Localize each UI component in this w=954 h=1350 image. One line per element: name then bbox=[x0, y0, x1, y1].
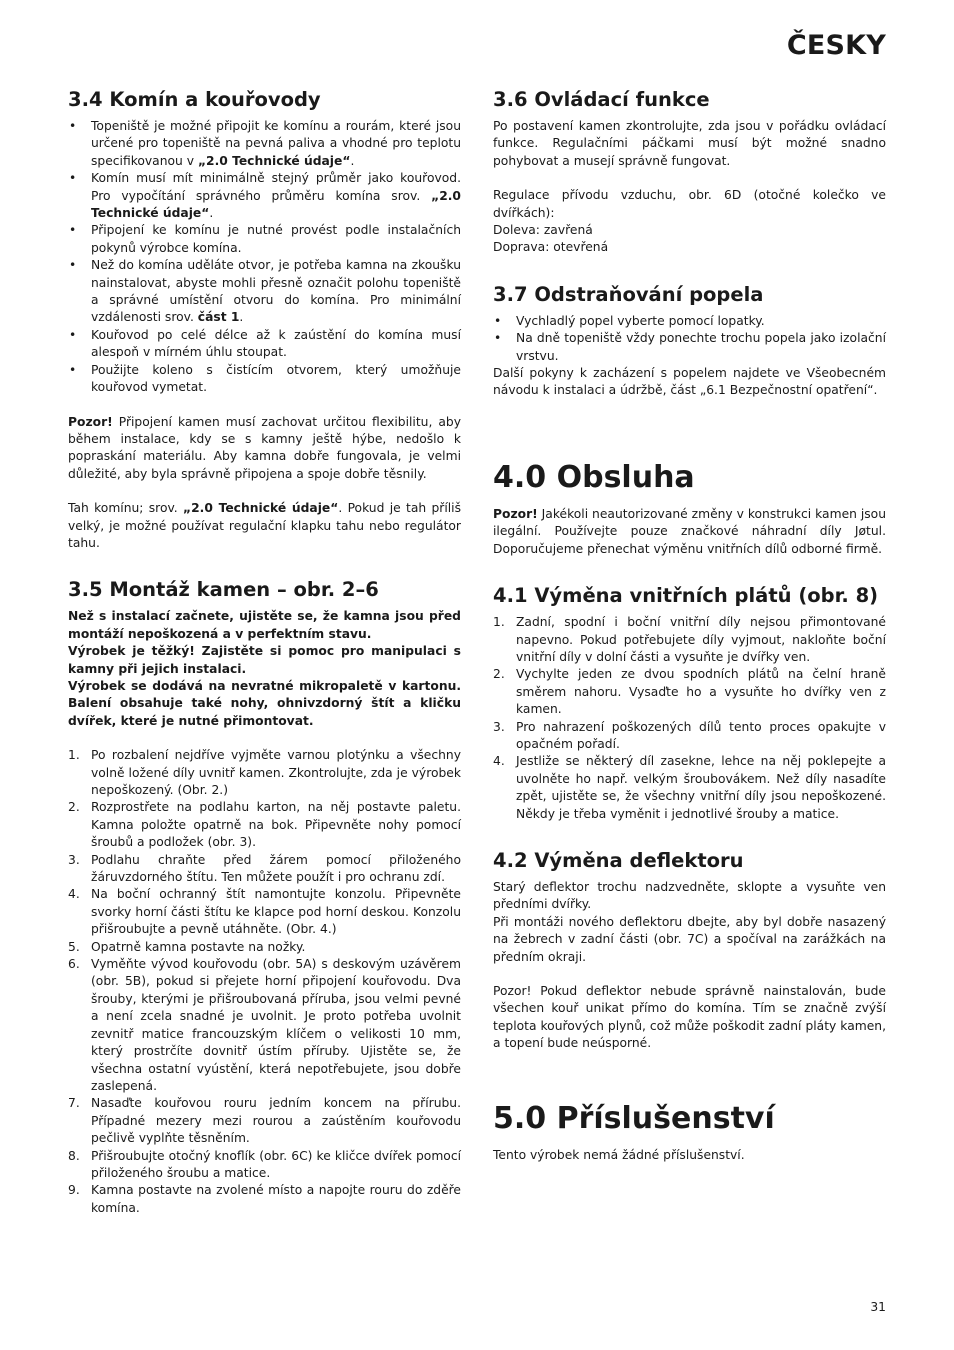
steps-list bbox=[493, 614, 886, 823]
list-item: 3. Pro nahrazení poškozených dílů tento proces opakujte v opačném pořadí. bbox=[493, 719, 886, 751]
section-title: 3.7 Odstraňování popela bbox=[493, 282, 764, 306]
warning-paragraph: Pozor! Připojení kamen musí zachovat určitou flexibilitu, aby během instalace, kdy se s kamny ještě hýbe, nedošlo k popraskání materiálu. Aby kamna dobře fungovala, je velmi důležité, aby byla správně připojena a spoje dobře těsnily. bbox=[68, 414, 461, 481]
list-item: • Topeniště je možné připojit ke komínu a rourám, které jsou určené pro topeniště na pevná paliva a vhodné pro teplotu specifikovanou v „2.0 Technické údaje“. bbox=[68, 118, 461, 170]
list-item: 5. Opatrně kamna postavte na nožky. bbox=[68, 939, 306, 954]
list-item: 9. Kamna postavte na zvolené místo a napojte rouru do zděře komína. bbox=[68, 1183, 461, 1215]
list-item: • Použijte koleno s čistícím otvorem, který umožňuje kouřovod vymetat. bbox=[68, 362, 461, 397]
bold-note: Výrobek se dodává na nevratné mikropaletě v kartonu. Balení obsahuje také nohy, ohnivzdorný štít a kličku dvířek, které je nutné přimontovat. bbox=[68, 678, 461, 728]
left-column bbox=[68, 88, 461, 1217]
paragraph: Pozor! Pokud deflektor nebude správně nainstalován, bude všechen kouř unikat přímo do komína. Tím se značně zvýší teplota kouřových plynů, což může poškodit zadní pláty kamen, a topení bude neúsporné. bbox=[493, 984, 886, 1051]
paragraph: Další pokyny k zacházení s popelem najdete ve Všeobecném návodu k instalaci a údržbě, část „6.1 Bezpečnostní opatření“. bbox=[493, 366, 886, 398]
section-4-2 bbox=[493, 849, 886, 1053]
paragraph: Po postavení kamen zkontrolujte, zda jsou v pořádku ovládací funkce. Regulačními páčkami musí být možné snadno pohybovat a musejí správně fungovat. bbox=[493, 119, 886, 168]
list-item: 7. Nasaďte kouřovou rouru jedním koncem na přírubu. Případné mezery mezi rourou a zaústěním kouřovodu pečlivě vyplňte těsněním. bbox=[68, 1096, 461, 1146]
warning-paragraph: Pozor! Jakékoli neautorizované změny v konstrukci kamen jsou ilegální. Používejte pouze značkové náhradní díly Jøtul. Doporučujeme přenechat výměnu vnitřních dílů odborné firmě. bbox=[493, 506, 886, 556]
section-3-5 bbox=[68, 578, 461, 1217]
bullet-list bbox=[493, 313, 886, 365]
list-item: 4. Jestliže se některý díl zasekne, lehce na něj poklepejte a uvolněte ho např. velkým šroubovákem. Než díly nasadíte zpět, ujistěte se, že všechny vnitřní díly jsou nepoškozené. Někdy je třeba vyměnit i jednotlivé šrouby a matice. bbox=[493, 754, 886, 821]
section-3-6 bbox=[493, 88, 886, 257]
bold-note: Výrobek je těžký! Zajistěte si pomoc pro manipulaci s kamny při jejich instalaci. bbox=[68, 644, 461, 676]
list-item: 3. Podlahu chraňte před žárem pomocí přiloženého žáruvzdorného štítu. Ten můžete použít i pro ochranu zdí. bbox=[68, 852, 461, 885]
bold-note: Než s instalací začnete, ujistěte se, že kamna jsou před montáží nepoškozená a v perfektním stavu. bbox=[68, 609, 461, 641]
list-item: 1. Po rozbalení nejdříve vyjměte varnou plotýnku a všechny volně ložené díly uvnitř kamen. Zkontrolujte, zda je výrobek nepoškozený. (Obr. 2.) bbox=[68, 748, 461, 797]
list-item: 2. Vychylte jeden ze dvou spodních plátů na čelní hraně směrem nahoru. Vysaďte ho a vysuňte ho dvířky ven z kamen. bbox=[493, 667, 886, 717]
section-4-0 bbox=[493, 460, 886, 558]
right-column bbox=[493, 88, 886, 1164]
list-item: 6. Vyměňte vývod kouřovodu (obr. 5A) s deskovým uzávěrem (obr. 5B), pokud si přejete horní připojení kouřovodu. Dva šrouby, kterými je přišroubovaná příruba, jsou velmi pevné a není zcela snadné je uvolnit. Je proto potřeba uvolnit zevnitř matice francouzským klíčem o velikosti 10 mm, který prostrčíte dovnitř ústím příruby. Ujistěte se, že všechna ostatní vyústění, která nepotřebujete, jsou dobře zaslepená. bbox=[68, 957, 461, 1093]
list-item: 4. Na boční ochranný štít namontujte konzolu. Připevněte svorky horní části štítu ke klapce pod horní deskou. Konzolu přišroubujte a pevně utáhněte. (Obr. 4.) bbox=[68, 887, 461, 937]
list-item: • Na dně topeniště vždy ponechte trochu popela jako izolační vrstvu. bbox=[493, 330, 886, 365]
section-3-4 bbox=[68, 88, 461, 552]
list-item: 1. Zadní, spodní i boční vnitřní díly nejsou přimontované napevno. Pokud potřebujete díly vyjmout, nakloňte boční vnitřní díly v dolní části a vysuňte je dvířky ven. bbox=[493, 615, 886, 664]
language-label: ČESKY bbox=[786, 30, 886, 61]
list-item: • Než do komína uděláte otvor, je potřeba kamna na zkoušku nainstalovat, abyste mohli přesně označit polohu topeniště a správné umístění otvoru do komína. Pro minimální vzdálenosti srov. část 1. bbox=[68, 257, 461, 327]
paragraph: Doprava: otevřená bbox=[493, 240, 609, 255]
section-title: 4.1 Výměna vnitřních plátů (obr. 8) bbox=[493, 584, 879, 608]
section-title: 3.5 Montáž kamen – obr. 2–6 bbox=[68, 578, 379, 602]
paragraph: Doleva: zavřená bbox=[493, 223, 593, 238]
list-item: • Komín musí mít minimálně stejný průměr jako kouřovod. Pro vypočítání správného průměru komína srov. „2.0 Technické údaje“. bbox=[68, 170, 461, 222]
draft-paragraph: Tah komínu; srov. „2.0 Technické údaje“. Pokud je tah příliš velký, je možné používat regulační klapku tahu nebo regulátor tahu. bbox=[68, 501, 461, 550]
page-number: 31 bbox=[870, 1300, 886, 1314]
section-3-7 bbox=[493, 283, 886, 400]
steps-list bbox=[68, 747, 461, 1217]
list-item: • Vychladlý popel vyberte pomocí lopatky. bbox=[493, 313, 886, 330]
list-item: • Kouřovod po celé délce až k zaústění do komína musí alespoň v mírném úhlu stoupat. bbox=[68, 327, 461, 362]
paragraph: Starý deflektor trochu nadzvedněte, sklopte a vysuňte ven předními dvířky. bbox=[493, 879, 886, 912]
paragraph: Regulace přívodu vzduchu, obr. 6D (otočné kolečko ve dvířkách): bbox=[493, 188, 886, 220]
section-title: 4.2 Výměna deflektoru bbox=[493, 848, 744, 872]
chapter-title: 4.0 Obsluha bbox=[493, 459, 695, 495]
section-5-0 bbox=[493, 1101, 886, 1164]
chapter-title: 5.0 Příslušenství bbox=[493, 1100, 775, 1136]
paragraph: Tento výrobek nemá žádné příslušenství. bbox=[493, 1147, 745, 1162]
section-title: 3.6 Ovládací funkce bbox=[493, 88, 710, 111]
paragraph: Při montáži nového deflektoru dbejte, aby byl dobře nasazený na žebrech v zadní části (obr. 7C) a spočíval na zarážkách na předním okraji. bbox=[493, 914, 886, 964]
section-4-1 bbox=[493, 584, 886, 823]
bullet-list bbox=[68, 118, 461, 397]
section-title: 3.4 Komín a kouřovody bbox=[68, 88, 321, 111]
list-item: • Připojení ke komínu je nutné provést podle instalačních pokynů výrobce komína. bbox=[68, 222, 461, 257]
list-item: 2. Rozprostřete na podlahu karton, na něj postavte paletu. Kamna položte opatrně na bok. Připevněte nohy pomocí šroubů a podložek (obr. 3). bbox=[68, 800, 461, 850]
list-item: 8. Přišroubujte otočný knoflík (obr. 6C) ke kličce dvířek pomocí přiloženého šroubu a matice. bbox=[68, 1148, 461, 1180]
